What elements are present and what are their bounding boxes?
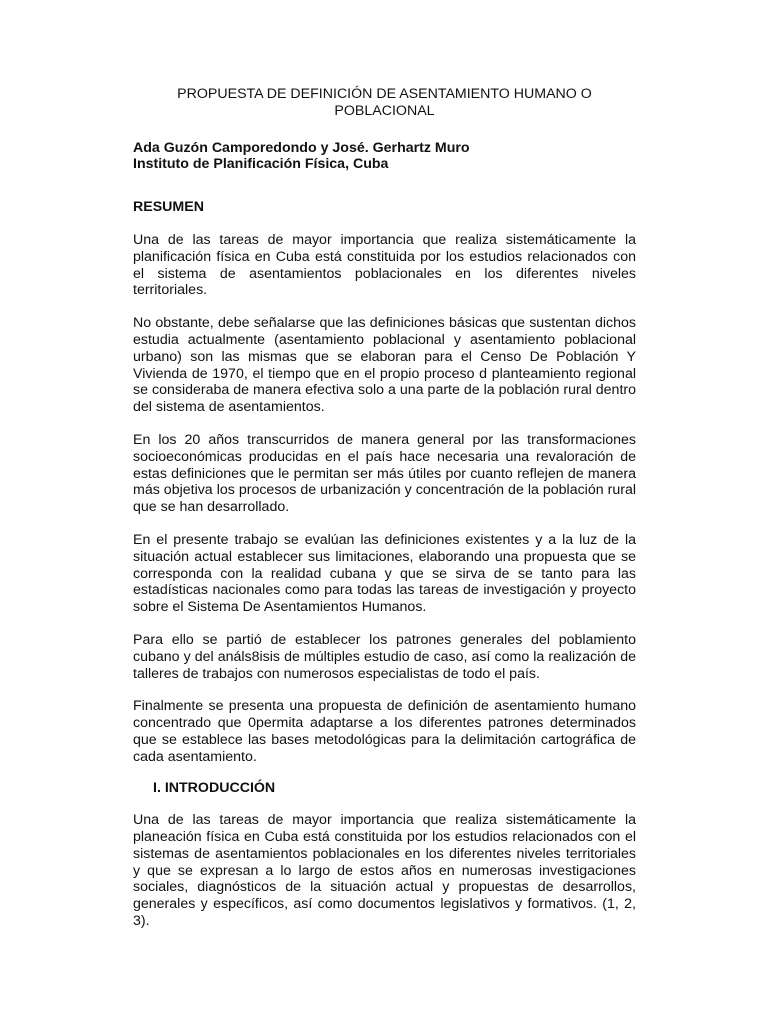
abstract-paragraph: Una de las tareas de mayor importancia que realiza sistemáticamente la planificación física en Cuba está constituida por los estudios relacionados con el sistema de asentamientos poblacionales en los diferentes niveles territoriales. bbox=[133, 231, 636, 299]
introduction-paragraph: Una de las tareas de mayor importancia que realiza sistemáticamente la planeación física en Cuba está constituida por los estudios relacionados con el sistemas de asentamientos poblacionales en los diferentes niveles territoriales y que se expresan a lo largo de estos años en numerosas investigaciones sociales, diagnósticos de la situación actual y propuestas de desarrollos, generales y específicos, así como documentos legislativos y formativos. (1, 2, 3). bbox=[133, 812, 636, 930]
abstract-paragraph: No obstante, debe señalarse que las definiciones básicas que sustentan dichos estudia actualmente (asentamiento poblacional y asentamiento poblacional urbano) son las mismas que se elaboran para el Censo De Población Y Vivienda de 1970, el tiempo que en el propio proceso d planteamiento regional se consideraba de manera efectiva solo a una parte de la población rural dentro del sistema de asentamientos. bbox=[133, 315, 636, 416]
abstract-paragraph: En el presente trabajo se evalúan las definiciones existentes y a la luz de la situación actual establecer sus limitaciones, elaborando una propuesta que se corresponda con la realidad cubana y que se sirva de se tanto para las estadísticas nacionales como para todas las tareas de investigación y proyecto sobre el Sistema De Asentamientos Humanos. bbox=[133, 531, 636, 616]
introduction-heading: I. INTRODUCCIÓN bbox=[153, 779, 276, 796]
document-title: PROPUESTA DE DEFINICIÓN DE ASENTAMIENTO HUMANO O POBLACIONAL bbox=[177, 86, 592, 119]
author-block bbox=[133, 140, 636, 174]
abstract-heading: RESUMEN bbox=[133, 199, 204, 216]
document-page bbox=[133, 86, 636, 930]
author-names: Ada Guzón Camporedondo y José. Gerhartz Muro bbox=[133, 139, 470, 156]
abstract-paragraph: Para ello se partió de establecer los patrones generales del poblamiento cubano y del análs8isis de múltiples estudio de caso, así como la realización de talleres de trabajos con numerosos especialistas de todo el país. bbox=[133, 631, 636, 682]
abstract-paragraph: En los 20 años transcurridos de manera general por las transformaciones socioeconómicas producidas en el país hace necesaria una revaloración de estas definiciones que le permitan ser más útiles por cuanto reflejen de manera más objetiva los procesos de urbanización y concentración de la población rural que se han desarrollado. bbox=[133, 431, 636, 516]
author-institution: Instituto de Planificación Física, Cuba bbox=[133, 156, 389, 173]
abstract-paragraph: Finalmente se presenta una propuesta de definición de asentamiento humano concentrado que 0permita adaptarse a los diferentes patrones determinados que se establece las bases metodológicas para la delimitación cartográfica de cada asentamiento. bbox=[133, 698, 636, 765]
